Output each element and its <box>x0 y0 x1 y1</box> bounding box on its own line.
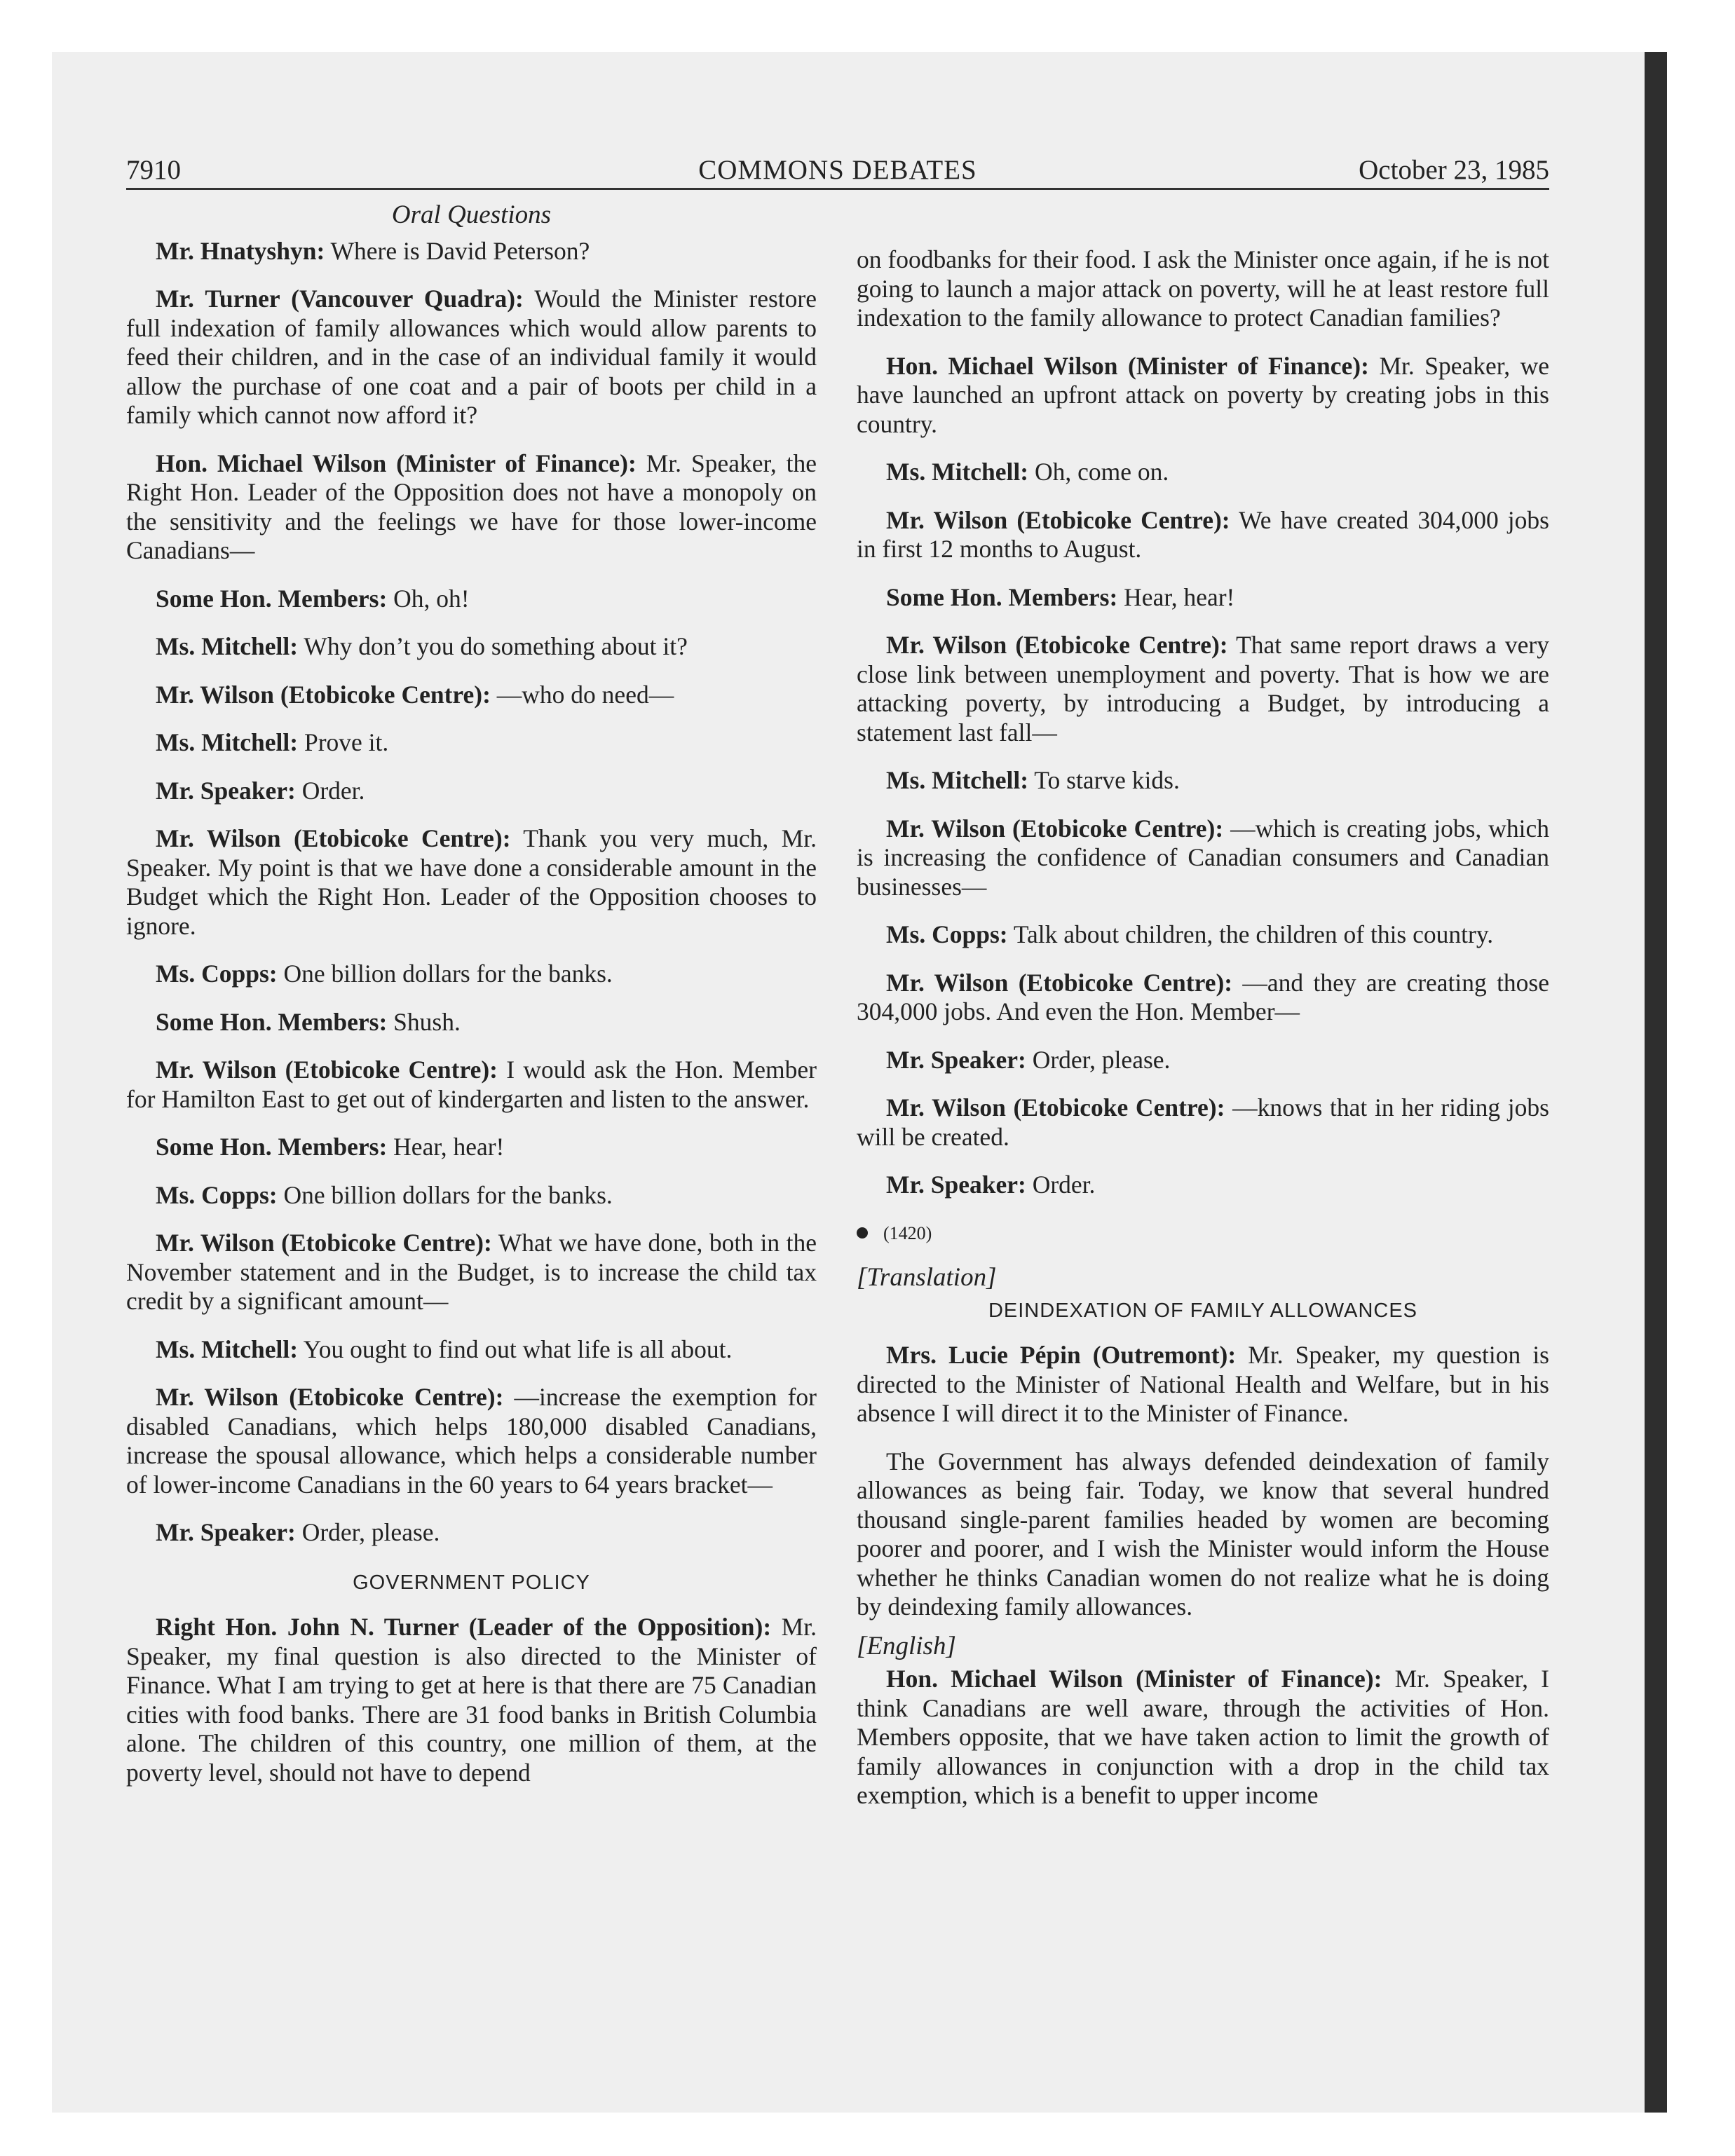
speaker: Ms. Mitchell: <box>156 728 299 756</box>
speech: Where is David Peterson? <box>325 236 590 265</box>
paragraph <box>857 352 1549 439</box>
paragraph <box>126 681 817 710</box>
section-title: Oral Questions <box>391 200 552 229</box>
bullet-icon <box>857 1227 868 1239</box>
speech: The Government has always defended deindexation of family allowances as being fair. Today, we know that several hundred thousand single-parent families headed by women are becoming poorer and poorer, and I wish the Minister would inform the House whether he thinks Canadian women do not realize what he is doing by deindexing family allowances. <box>857 1447 1549 1621</box>
section-heading: DEINDEXATION OF FAMILY ALLOWANCES <box>988 1299 1418 1322</box>
paragraph <box>857 1341 1549 1428</box>
paragraph <box>857 458 1549 487</box>
speech: That same report draws a very close link between unemployment and poverty. That is how we are attacking poverty, by introducing a Budget, by introducing a statement last fall— <box>857 631 1550 746</box>
speaker: Mr. Speaker: <box>886 1171 1026 1199</box>
english-label: [English] <box>857 1631 956 1660</box>
paragraph <box>857 814 1549 902</box>
paragraph <box>126 1613 817 1787</box>
paragraph <box>126 1383 817 1499</box>
paragraph <box>857 1171 1549 1200</box>
speaker: Mr. Hnatyshyn: <box>156 236 325 265</box>
paragraph <box>126 1133 817 1162</box>
speech: —increase the exemption for disabled Canadians, which helps 180,000 disabled Canadians, increase the spousal allowance, which helps a considerable number of lower-income Canadians in the 60 years to 64 years bracket— <box>126 1383 817 1499</box>
speaker: Hon. Michael Wilson (Minister of Finance): <box>886 351 1369 380</box>
binding-edge <box>1645 52 1667 2113</box>
speech: —and they are creating those 304,000 jobs. And even the Hon. Member— <box>857 968 1550 1025</box>
speech: Order. <box>295 776 365 805</box>
timestamp-text: (1420) <box>883 1222 932 1243</box>
speaker: Ms. Copps: <box>156 960 278 988</box>
paragraph <box>857 245 1549 333</box>
paragraph <box>126 1181 817 1210</box>
speaker: Hon. Michael Wilson (Minister of Finance): <box>156 449 637 477</box>
speaker: Ms. Mitchell: <box>886 458 1029 486</box>
speech: One billion dollars for the banks. <box>277 960 613 988</box>
speaker: Mr. Wilson (Etobicoke Centre): <box>156 824 511 852</box>
speech: Why don’t you do something about it? <box>298 632 688 660</box>
paragraph <box>126 585 817 614</box>
speech: Hear, hear! <box>387 1133 505 1161</box>
speech: —knows that in her riding jobs will be created. <box>857 1093 1549 1151</box>
publication-date: October 23, 1985 <box>1359 155 1549 185</box>
speech: I would ask the Hon. Member for Hamilton East to get out of kindergarten and listen to the answer. <box>126 1056 817 1113</box>
speaker: Mr. Speaker: <box>156 1518 296 1546</box>
paragraph <box>126 285 817 430</box>
paragraph <box>126 1008 817 1037</box>
speaker: Ms. Copps: <box>886 920 1008 948</box>
speaker: Hon. Michael Wilson (Minister of Finance): <box>886 1665 1382 1693</box>
speaker: Some Hon. Members: <box>156 584 388 613</box>
speech: Thank you very much, Mr. Speaker. My point is that we have done a considerable amount in the Budget which the Right Hon. Leader of the Opposition chooses to ignore. <box>126 824 817 940</box>
paragraph <box>126 449 817 566</box>
publication-title: COMMONS DEBATES <box>698 155 977 185</box>
speech: Order. <box>1026 1171 1096 1199</box>
speaker: Mr. Wilson (Etobicoke Centre): <box>886 1093 1225 1121</box>
paragraph <box>857 1447 1549 1622</box>
speaker: Mr. Wilson (Etobicoke Centre): <box>156 1229 492 1257</box>
translation-label: [Translation] <box>857 1263 997 1292</box>
speaker: Ms. Mitchell: <box>156 1335 299 1363</box>
paragraph <box>857 1093 1549 1152</box>
speech: Oh, come on. <box>1028 458 1169 486</box>
speaker: Ms. Mitchell: <box>156 632 299 660</box>
speaker: Mr. Speaker: <box>156 776 296 805</box>
paragraph <box>857 766 1549 796</box>
speaker: Right Hon. John N. Turner (Leader of the Opposition): <box>156 1613 772 1641</box>
paragraph <box>126 1056 817 1114</box>
speaker: Mr. Wilson (Etobicoke Centre): <box>156 680 491 709</box>
speaker: Mr. Wilson (Etobicoke Centre): <box>156 1383 504 1411</box>
paragraph <box>126 1229 817 1316</box>
paragraph <box>857 506 1549 564</box>
timestamp <box>857 1219 1549 1248</box>
speaker: Mr. Wilson (Etobicoke Centre): <box>886 505 1230 534</box>
speech: Order, please. <box>1026 1045 1171 1074</box>
speaker: Mr. Speaker: <box>886 1045 1026 1074</box>
paragraph <box>126 237 817 266</box>
speaker: Mr. Wilson (Etobicoke Centre): <box>156 1056 498 1084</box>
right-column <box>857 245 1549 1829</box>
speech: Prove it. <box>298 728 389 756</box>
speech: Mr. Speaker, we have launched an upfront attack on poverty by creating jobs in this country. <box>857 351 1549 438</box>
paragraph <box>857 969 1549 1027</box>
paragraph <box>126 777 817 806</box>
speaker: Mrs. Lucie Pépin (Outremont): <box>886 1341 1237 1369</box>
paragraph <box>126 1335 817 1365</box>
speech: You ought to find out what life is all about. <box>298 1335 733 1363</box>
speaker: Mr. Wilson (Etobicoke Centre): <box>886 814 1224 842</box>
paragraph <box>857 583 1549 613</box>
speech: Order, please. <box>295 1518 440 1546</box>
speaker: Some Hon. Members: <box>886 582 1118 611</box>
speech: Shush. <box>387 1007 461 1036</box>
speaker: Ms. Copps: <box>156 1180 278 1209</box>
paragraph <box>857 1665 1549 1810</box>
speech: Mr. Speaker, I think Canadians are well aware, through the activities of Hon. Members opposite, that we have taken action to limit the growth of family allowances in conjunction with a drop in the child tax exemption, which is a benefit to upper income <box>857 1665 1549 1809</box>
speech: —who do need— <box>490 680 674 709</box>
paragraph <box>126 632 817 662</box>
speech: Oh, oh! <box>387 584 470 613</box>
speech: Mr. Speaker, my final question is also directed to the Minister of Finance. What I am trying to get at here is that there are 75 Canadian cities with food banks. There are 31 food banks in British Columbia alone. The children of this country, one million of them, at the poverty level, should not have to depend <box>126 1613 817 1787</box>
speech: What we have done, both in the November statement and in the Budget, is to increase the child tax credit by a significant amount— <box>126 1229 817 1315</box>
speaker: Some Hon. Members: <box>156 1133 388 1161</box>
section-heading: GOVERNMENT POLICY <box>353 1571 590 1594</box>
speaker: Some Hon. Members: <box>156 1007 388 1036</box>
paragraph <box>126 1518 817 1548</box>
speech: Mr. Speaker, the Right Hon. Leader of the Opposition does not have a monopoly on the sensitivity and the feelings we have for those lower-income Canadians— <box>126 449 817 564</box>
speaker: Ms. Mitchell: <box>886 766 1029 794</box>
speaker: Mr. Turner (Vancouver Quadra): <box>156 285 524 313</box>
paragraph <box>126 824 817 941</box>
speech: Talk about children, the children of this country. <box>1007 920 1494 948</box>
paragraph <box>126 728 817 758</box>
paragraph <box>857 920 1549 950</box>
speech: One billion dollars for the banks. <box>277 1180 613 1209</box>
page-number: 7910 <box>126 155 181 185</box>
paragraph <box>126 960 817 989</box>
speech: We have created 304,000 jobs in first 12 months to August. <box>857 505 1549 563</box>
speech: To starve kids. <box>1028 766 1180 794</box>
speaker: Mr. Wilson (Etobicoke Centre): <box>886 968 1233 997</box>
paragraph <box>857 631 1549 747</box>
page-header <box>126 153 1549 190</box>
left-column <box>126 200 817 1806</box>
speaker: Mr. Wilson (Etobicoke Centre): <box>886 631 1228 659</box>
speech: —which is creating jobs, which is increasing the confidence of Canadian consumers and Canadian businesses— <box>857 814 1549 901</box>
speech: on foodbanks for their food. I ask the Minister once again, if he is not going to launch a major attack on poverty, will he at least restore full indexation to the family allowance to protect Canadian families? <box>857 245 1549 332</box>
speech: Would the Minister restore full indexation of family allowances which would allow parents to feed their children, and in the case of an individual family it would allow the purchase of one coat and a pair of boots per child in a family which cannot now afford it? <box>126 285 817 429</box>
speech: Hear, hear! <box>1117 582 1235 611</box>
paragraph <box>857 1046 1549 1075</box>
speech: Mr. Speaker, my question is directed to the Minister of National Health and Welfare, but in his absence I will direct it to the Minister of Finance. <box>857 1341 1549 1427</box>
